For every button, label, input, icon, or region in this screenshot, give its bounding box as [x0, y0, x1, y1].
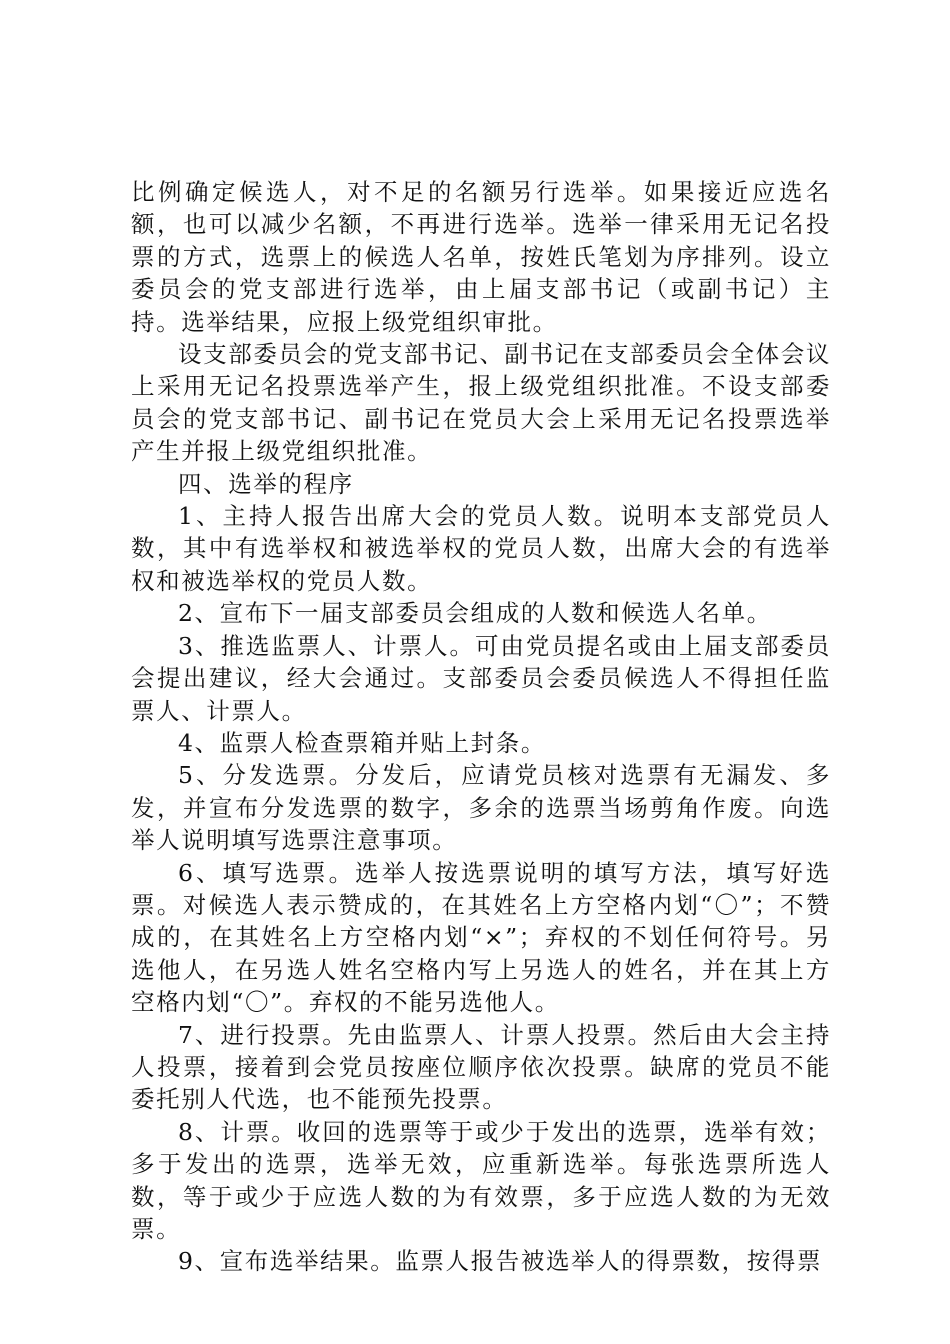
procedure-step-4: 4、监票人检查票箱并贴上封条。	[178, 728, 546, 757]
procedure-step-1: 1、主持人报告出席大会的党员人数。说明本支部党员人数，其中有选举权和被选举权的党员人数，出席大会的有选举权和被选举权的党员人数。	[131, 502, 831, 595]
procedure-step-9: 9、宣布选举结果。监票人报告被选举人的得票数，按得票	[178, 1247, 823, 1276]
procedure-step-5: 5、分发选票。分发后，应请党员核对选票有无漏发、多发，并宣布分发选票的数字，多余的选票当场剪角作废。向选举人说明填写选票注意事项。	[131, 761, 831, 855]
paragraph-secretary-election: 设支部委员会的党支部书记、副书记在支部委员会全体会议上采用无记名投票选举产生，报上级党组织批准。不设支部委员会的党支部书记、副书记在党员大会上采用无记名投票选举产生并报上级党组织批准。	[131, 340, 831, 466]
procedure-step-3: 3、推选监票人、计票人。可由党员提名或由上届支部委员会提出建议，经大会通过。支部委员会委员候选人不得担任监票人、计票人。	[131, 631, 831, 725]
section-heading-procedure: 四、选举的程序	[178, 469, 354, 498]
procedure-step-7: 7、进行投票。先由监票人、计票人投票。然后由大会主持人投票，接着到会党员按座位顺序依次投票。缺席的党员不能委托别人代选，也不能预先投票。	[131, 1020, 831, 1114]
document-body	[131, 176, 831, 1278]
procedure-step-2: 2、宣布下一届支部委员会组成的人数和候选人名单。	[178, 599, 772, 628]
procedure-step-6: 6、填写选票。选举人按选票说明的填写方法，填写好选票。对候选人表示赞成的，在其姓名上方空格内划“〇”；不赞成的，在其姓名上方空格内划“×”；弃权的不划任何符号。另选他人，在另选人姓名空格内写上另选人的姓名，并在其上方空格内划“〇”。弃权的不能另选他人。	[131, 858, 831, 1017]
procedure-step-8: 8、计票。收回的选票等于或少于发出的选票，选举有效；多于发出的选票，选举无效，应重新选举。每张选票所选人数，等于或少于应选人数的为有效票，多于应选人数的为无效票。	[131, 1117, 831, 1243]
paragraph-continuation: 比例确定候选人，对不足的名额另行选举。如果接近应选名额，也可以减少名额，不再进行选举。选举一律采用无记名投票的方式，选票上的候选人名单，按姓氏笔划为序排列。设立委员会的党支部进行选举，由上届支部书记（或副书记）主持。选举结果，应报上级党组织审批。	[131, 178, 831, 336]
